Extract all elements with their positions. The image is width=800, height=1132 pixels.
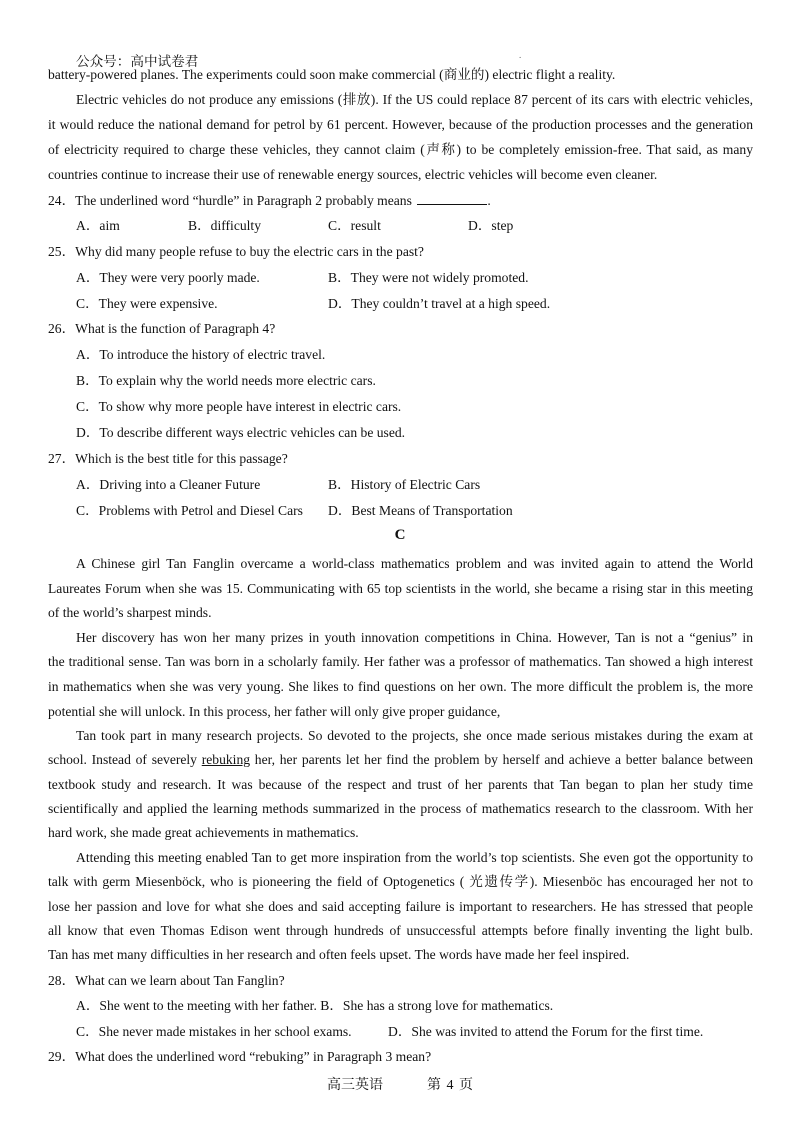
passage-c-line: school. Instead of severely rebuking her, her parents let her find the problem by herself and achieve a better balance between (48, 752, 753, 767)
q27-option-b: B．History of Electric Cars (328, 477, 481, 492)
q28-option-c: C．She never made mistakes in her school exams. (76, 1024, 352, 1039)
passage-c-line: in mathematics when she was very young. She likes to find questions on her own. The more difficult the problem is, the more (48, 679, 753, 694)
q26-option-a: A．To introduce the history of electric travel. (76, 347, 326, 362)
q25-option-a: A．They were very poorly made. (76, 270, 260, 285)
passage-c-line: talk with germ Miesenböck, who is pioneering the field of Optogenetics ( 光遗传学). Miesenböc has encouraged her not to (48, 874, 753, 889)
question-28-stem: 28．What can we learn about Tan Fanglin? (48, 973, 285, 988)
passage-c-line: Tan took part in many research projects. So devoted to the projects, she once made serious mistakes during the exam at (76, 728, 753, 743)
q24-option-a: A．aim (76, 218, 120, 233)
q24-option-b: B．difficulty (188, 218, 261, 233)
q26-option-d: D．To describe different ways electric vehicles can be used. (76, 425, 406, 440)
passage-c-line: the traditional sense. Tan was born in a scholarly family. Her father was a professor of mathematics. Tan showed a high interest (48, 654, 753, 669)
passage-line: it would reduce the national demand for petrol by 61 percent. However, because of the production processes and the generation (48, 117, 753, 132)
passage-c-line: of the world’s sharpest minds. (48, 605, 212, 620)
q27-option-c: C．Problems with Petrol and Diesel Cars (76, 503, 303, 518)
question-25-stem: 25．Why did many people refuse to buy the electric cars in the past? (48, 244, 424, 259)
question-27-stem: 27．Which is the best title for this passage? (48, 451, 288, 466)
passage-c-line: A Chinese girl Tan Fanglin overcame a world-class mathematics problem and was invited again to attend the World (76, 556, 753, 571)
passage-c-line: Tan has met many difficulties in her research and often feels upset. The words have made her feel inspired. (48, 947, 630, 962)
underlined-word-rebuking: rebuking (201, 752, 251, 767)
q24-option-c: C．result (328, 218, 381, 233)
question-29-stem: 29．What does the underlined word “rebuking” in Paragraph 3 mean? (48, 1049, 432, 1064)
answer-blank (417, 192, 487, 205)
passage-line: of electricity required to charge these vehicles, they cannot claim (声称) to be completely emission-free. That said, as many (48, 142, 753, 157)
passage-c-line: textbook study and research. It was because of the respect and trust of her parents that Tan began to plan her study time (48, 777, 753, 792)
passage-line: countries continue to increase their use of renewable energy sources, electric vehicles will become even cleaner. (48, 167, 658, 182)
q26-option-c: C．To show why more people have interest in electric cars. (76, 399, 402, 414)
q28-option-d: D．She was invited to attend the Forum for the first time. (388, 1024, 704, 1039)
q25-option-c: C．They were expensive. (76, 296, 218, 311)
section-c-title: C (394, 527, 406, 543)
q25-option-b: B．They were not widely promoted. (328, 270, 529, 285)
footer-subject: 高三英语 (327, 1078, 383, 1093)
header-watermark: 公众号：高中试卷君 (76, 54, 199, 69)
question-24-stem: 24．The underlined word “hurdle” in Paragraph 2 probably means . (48, 193, 491, 208)
passage-c-line: lose her passion and love for what she does and said accepting failure is important to researchers. He has stressed that people (48, 899, 753, 914)
q24-option-d: D．step (468, 218, 514, 233)
passage-c-line: Attending this meeting enabled Tan to get more inspiration from the world’s top scientists. She even got the opportunity to (76, 850, 753, 865)
passage-c-line: Her discovery has won her many prizes in youth innovation competitions in China. However, Tan is not a “genius” in (76, 630, 753, 645)
q28-option-ab: A．She went to the meeting with her father. B．She has a strong love for mathematics. (76, 998, 554, 1013)
q27-option-a: A．Driving into a Cleaner Future (76, 477, 261, 492)
passage-line: Electric vehicles do not produce any emissions (排放). If the US could replace 87 percent of its cars with electric vehicles, (76, 92, 753, 107)
header-dot: . (519, 50, 522, 60)
question-26-stem: 26．What is the function of Paragraph 4? (48, 321, 276, 336)
passage-line: battery-powered planes. The experiments could soon make commercial (商业的) electric flight a reality. (48, 67, 616, 82)
passage-c-line: Laureates Forum when she was 15. Communicating with 65 top scientists in the world, she became a rising star in this meeting (48, 581, 753, 596)
passage-c-line: potential she will unlock. In this process, her father will only give proper guidance, (48, 704, 501, 719)
passage-c-line: all know that even Thomas Edison went through hundreds of unsuccessful attempts before finally inventing the light bulb. (48, 923, 753, 938)
q25-option-d: D．They couldn’t travel at a high speed. (328, 296, 551, 311)
page-footer (0, 1074, 800, 1094)
passage-c-line: scientifically and applied the learning methods summarized in the process of mathematics research to the classroom. With her (48, 801, 753, 816)
q26-option-b: B．To explain why the world needs more electric cars. (76, 373, 376, 388)
footer-page-number: 第 4 页 (427, 1078, 473, 1093)
q27-option-d: D．Best Means of Transportation (328, 503, 513, 518)
passage-c-line: hard work, she made great achievements in mathematics. (48, 825, 359, 840)
